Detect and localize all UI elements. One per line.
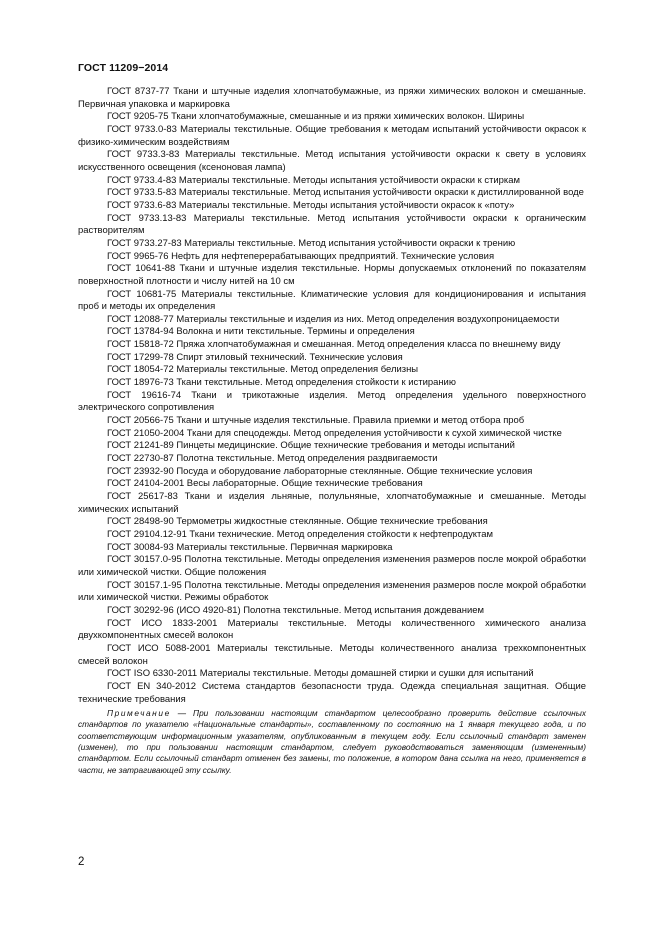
reference-item: ГОСТ 21241-89 Пинцеты медицинские. Общие технические требования и методы испытаний bbox=[107, 440, 515, 452]
reference-item: ГОСТ 12088-77 Материалы текстильные и изделия из них. Метод определения воздухопроницаемости bbox=[107, 313, 560, 325]
reference-item: ГОСТ 13784-94 Волокна и нити текстильные. Термины и определения bbox=[107, 326, 415, 338]
reference-list bbox=[78, 86, 586, 706]
note-label: Примечание bbox=[107, 708, 171, 719]
reference-item: ГОСТ EN 340-2012 Система стандартов безопасности труда. Одежда специальная защитная. Общие технические требования bbox=[78, 680, 586, 705]
reference-item: ГОСТ 10681-75 Материалы текстильные. Климатические условия для кондиционирования и испытания проб и методы их определения bbox=[78, 288, 586, 313]
reference-item: ГОСТ 25617-83 Ткани и изделия льняные, полульняные, хлопчатобумажные и смешанные. Методы химических испытаний bbox=[78, 491, 586, 515]
reference-item: ГОСТ 30157.0-95 Полотна текстильные. Методы определения изменения размеров после мокрой обработки или химической чистки. Общие положения bbox=[78, 554, 586, 578]
reference-item: ГОСТ 8737-77 Ткани и штучные изделия хлопчатобумажные, из пряжи химических волокон и смешанные. Первичная упаковка и маркировка bbox=[78, 86, 586, 110]
reference-item: ГОСТ 18054-72 Материалы текстильные. Метод определения белизны bbox=[107, 364, 419, 376]
reference-item: ГОСТ 9733.0-83 Материалы текстильные. Общие требования к методам испытаний устойчивости окрасок к физико-химическим воздействиям bbox=[78, 123, 586, 148]
reference-item: ГОСТ 9205-75 Ткани хлопчатобумажные, смешанные и из пряжи химических волокон. Ширины bbox=[107, 111, 525, 123]
document-header: ГОСТ 11209−2014 bbox=[78, 62, 169, 74]
reference-item: ГОСТ 9965-76 Нефть для нефтеперерабатывающих предприятий. Технические условия bbox=[107, 250, 495, 262]
reference-item: ГОСТ 9733.3-83 Материалы текстильные. Метод испытания устойчивости окраски к свету в условиях искусственного освещения (ксеноновая лампа) bbox=[78, 149, 586, 173]
reference-item: ГОСТ 9733.13-83 Материалы текстильные. Метод испытания устойчивости окраски к органическим растворителям bbox=[78, 212, 586, 237]
note bbox=[78, 708, 586, 776]
reference-item: ГОСТ 23932-90 Посуда и оборудование лабораторные стеклянные. Общие технические условия bbox=[107, 465, 533, 477]
reference-item: ГОСТ 9733.5-83 Материалы текстильные. Метод испытания устойчивости окраски к дистиллированной воде bbox=[107, 187, 584, 199]
reference-item: ГОСТ 30157.1-95 Полотна текстильные. Методы определения изменения размеров после мокрой обработки или химической чистки. Режимы обработок bbox=[78, 579, 586, 604]
reference-item: ГОСТ ISO 6330-2011 Материалы текстильные. Методы домашней стирки и сушки для испытаний bbox=[107, 668, 534, 680]
reference-item: ГОСТ 30084-93 Материалы текстильные. Первичная маркировка bbox=[107, 541, 393, 553]
reference-item: ГОСТ 20566-75 Ткани и штучные изделия текстильные. Правила приемки и метод отбора проб bbox=[107, 415, 525, 427]
note-text: — При пользовании настоящим стандартом целесообразно проверить действие ссылочных стандартов по указателю «Национальные стандарты», составленному по состоянию на 1 января текущего года, и по соответствующим информационным указателям, опубликованным в текущем году. Если ссылочный стандарт заменен (изменен), то при пользовании настоящим стандартом, следует руководствоваться заменяющим (измененным) стандартом. Если ссылочный стандарт отменен без замены, то положение, в котором дана ссылка на него, применяется в части, не затрагивающей эту ссылку. bbox=[78, 708, 586, 775]
reference-item: ГОСТ 9733.27-83 Материалы текстильные. Метод испытания устойчивости окраски к трению bbox=[107, 237, 516, 249]
reference-item: ГОСТ 15818-72 Пряжа хлопчатобумажная и смешанная. Метод определения класса по внешнему виду bbox=[107, 339, 561, 351]
reference-item: ГОСТ 9733.4-83 Материалы текстильные. Методы испытания устойчивости окраски к стиркам bbox=[107, 174, 521, 186]
reference-item: ГОСТ 19616-74 Ткани и трикотажные изделия. Метод определения удельного поверхностного электрического сопротивления bbox=[78, 389, 586, 414]
reference-item: ГОСТ 10641-88 Ткани и штучные изделия текстильные. Нормы допускаемых отклонений по показателям поверхностной плотности и числу нитей на 10 см bbox=[78, 263, 586, 287]
reference-item: ГОСТ 24104-2001 Весы лабораторные. Общие технические требования bbox=[107, 478, 423, 490]
reference-item: ГОСТ 29104.12-91 Ткани технические. Метод определения стойкости к нефтепродуктам bbox=[107, 528, 493, 540]
reference-item: ГОСТ 21050-2004 Ткани для спецодежды. Метод определения устойчивости к сухой химической чистке bbox=[107, 427, 562, 439]
reference-item: ГОСТ 28498-90 Термометры жидкостные стеклянные. Общие технические требования bbox=[107, 516, 488, 528]
page-number: 2 bbox=[78, 856, 85, 868]
reference-item: ГОСТ 30292-96 (ИСО 4920-81) Полотна текстильные. Метод испытания дождеванием bbox=[107, 604, 484, 616]
reference-item: ГОСТ ИСО 5088-2001 Материалы текстильные. Методы количественного анализа трехкомпонентных смесей волокон bbox=[78, 642, 586, 667]
reference-item: ГОСТ 18976-73 Ткани текстильные. Метод определения стойкости к истиранию bbox=[107, 377, 456, 389]
normative-references bbox=[78, 86, 586, 784]
reference-item: ГОСТ 17299-78 Спирт этиловый технический. Технические условия bbox=[107, 351, 403, 363]
reference-item: ГОСТ ИСО 1833-2001 Материалы текстильные. Методы количественного химического анализа двухкомпонентных смесей волокон bbox=[78, 617, 586, 642]
reference-item: ГОСТ 22730-87 Полотна текстильные. Метод определения раздвигаемости bbox=[107, 453, 438, 465]
reference-item: ГОСТ 9733.6-83 Материалы текстильные. Методы испытания устойчивости окрасок к «поту» bbox=[107, 199, 515, 211]
